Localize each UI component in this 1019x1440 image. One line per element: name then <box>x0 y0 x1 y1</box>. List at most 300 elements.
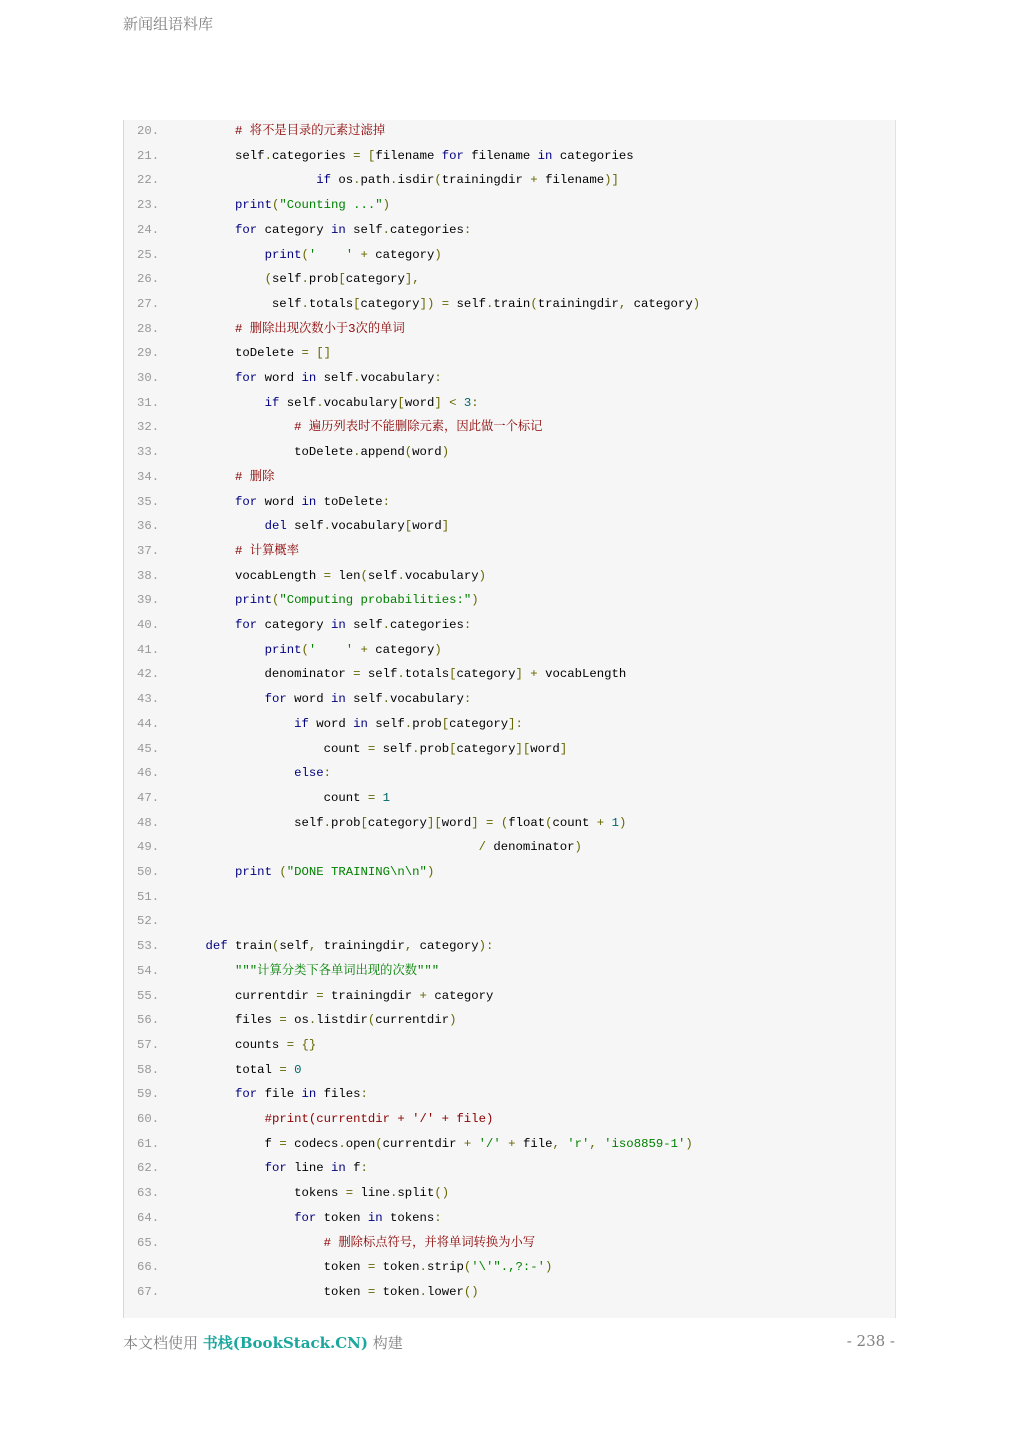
code-token: category <box>456 667 516 682</box>
code-line <box>124 911 176 931</box>
line-number: 49. <box>137 840 160 855</box>
code-token: denominator <box>485 840 575 855</box>
code-token: toDelete <box>176 445 354 460</box>
code-token: files <box>176 1013 280 1028</box>
code-token: token <box>375 1260 420 1275</box>
code-token: count <box>176 741 368 756</box>
code-token: for <box>235 371 258 385</box>
code-token: ] <box>471 815 479 830</box>
code-line <box>124 961 439 981</box>
code-token: ( <box>530 296 538 311</box>
line-number: 28. <box>137 321 160 336</box>
code-token: . <box>419 1284 427 1299</box>
code-text <box>176 467 274 487</box>
code-token: / <box>478 840 486 855</box>
line-number: 50. <box>137 865 160 879</box>
code-token: print <box>235 198 272 213</box>
code-token: category <box>449 716 509 731</box>
code-token: in <box>301 371 317 385</box>
code-token: codecs <box>286 1136 339 1151</box>
code-token: token <box>316 1210 368 1225</box>
code-text <box>176 590 479 610</box>
code-token: [ <box>397 395 405 410</box>
code-token: vocabLength <box>537 667 627 682</box>
line-number: 65. <box>137 1235 160 1250</box>
code-token: . <box>301 272 309 287</box>
code-token: trainingdir <box>316 939 405 954</box>
code-text <box>176 516 449 536</box>
line-number: 30. <box>137 371 160 385</box>
code-token <box>176 371 235 385</box>
code-token: listdir <box>316 1013 368 1028</box>
code-token: ' ' <box>308 247 354 262</box>
code-token <box>176 519 265 533</box>
code-token <box>176 420 294 434</box>
code-token: ) <box>471 593 479 608</box>
code-token: for <box>264 1161 287 1176</box>
line-number: 45. <box>137 741 160 756</box>
code-text <box>176 294 700 314</box>
code-line <box>124 986 493 1006</box>
code-token <box>176 618 235 632</box>
code-token: word <box>286 692 331 707</box>
line-number: 26. <box>137 272 160 287</box>
line-number: 46. <box>137 766 160 781</box>
code-text <box>176 615 471 635</box>
line-number: 58. <box>137 1062 160 1077</box>
code-token: ( <box>271 593 280 608</box>
code-listing <box>123 120 896 1318</box>
line-number: 31. <box>137 395 160 410</box>
code-token: self <box>279 939 309 954</box>
code-token <box>457 396 464 410</box>
code-text <box>176 640 442 660</box>
line-number: 52. <box>137 914 160 929</box>
code-line <box>124 936 493 956</box>
code-text <box>176 689 471 709</box>
code-token: ' ' <box>308 642 354 657</box>
code-line <box>124 837 582 857</box>
code-line <box>124 1060 301 1080</box>
code-token: = <box>279 1013 287 1028</box>
code-token: "Computing probabilities:" <box>279 593 472 608</box>
code-token: in <box>330 1161 346 1176</box>
code-line <box>124 245 442 265</box>
code-token <box>176 1236 324 1250</box>
code-token: word <box>257 371 302 385</box>
code-token: '/' <box>478 1136 501 1151</box>
code-token: = <box>367 790 376 805</box>
code-token: ][ <box>515 741 531 756</box>
line-number: 41. <box>137 642 160 657</box>
code-text <box>176 492 390 512</box>
code-text <box>176 146 634 166</box>
code-token: self <box>360 667 398 682</box>
code-token: open <box>345 1136 376 1151</box>
code-token: path <box>360 173 391 188</box>
code-line <box>124 294 700 314</box>
code-text <box>176 343 331 363</box>
code-text <box>176 714 523 734</box>
code-text <box>176 1010 456 1030</box>
code-token: , <box>404 939 413 954</box>
code-text <box>176 319 405 339</box>
code-text <box>176 368 442 388</box>
code-token: = <box>441 296 450 311</box>
code-token <box>176 1087 235 1101</box>
code-token: = <box>486 815 494 830</box>
code-token: ) <box>618 815 627 830</box>
line-number: 59. <box>137 1087 160 1102</box>
code-token: self <box>367 568 398 583</box>
code-token: . <box>419 1260 427 1275</box>
line-number: 61. <box>137 1136 160 1151</box>
line-number: 66. <box>137 1260 160 1275</box>
code-token <box>176 124 235 138</box>
code-token: + <box>463 1136 472 1151</box>
code-token: [ <box>441 716 450 731</box>
code-token: category <box>412 939 479 954</box>
code-line <box>124 516 449 536</box>
line-number: 60. <box>137 1112 160 1126</box>
code-token: category <box>626 296 693 311</box>
code-token <box>176 643 265 657</box>
running-header: 新闻组语料库 <box>123 15 214 33</box>
footer-prefix: 本文档使用 <box>123 1334 203 1352</box>
code-line <box>124 862 434 882</box>
code-token <box>176 322 235 336</box>
code-token: category <box>345 272 405 287</box>
code-line <box>124 417 542 437</box>
code-token: self <box>375 741 413 756</box>
code-token: line <box>286 1161 331 1176</box>
code-token: f <box>345 1161 361 1176</box>
code-text <box>176 936 493 956</box>
code-token: [] <box>316 346 331 361</box>
code-token: 'iso8859-1' <box>604 1136 686 1151</box>
code-token: word <box>257 494 302 509</box>
code-token: in <box>330 618 346 632</box>
code-text <box>176 1183 449 1203</box>
code-line <box>124 393 479 413</box>
code-line <box>124 541 299 561</box>
code-token: in <box>330 222 346 237</box>
code-token: ][ <box>426 815 442 830</box>
code-token: < <box>449 395 457 410</box>
code-token: . <box>397 568 405 583</box>
code-token: for <box>235 618 258 632</box>
line-number: 57. <box>137 1037 160 1052</box>
code-token: totals <box>404 667 450 682</box>
code-token: , <box>589 1136 597 1151</box>
code-token: files <box>316 1087 361 1102</box>
code-token: ] <box>515 667 523 682</box>
code-text <box>176 1158 368 1178</box>
code-token: = <box>286 1037 295 1052</box>
code-token: categories <box>390 222 464 237</box>
line-number: 23. <box>137 198 160 213</box>
line-number: 51. <box>137 889 160 904</box>
code-line <box>124 121 385 141</box>
code-line <box>124 1010 456 1030</box>
code-text <box>176 664 626 684</box>
code-text <box>176 1035 316 1055</box>
code-token: prob <box>330 815 361 830</box>
code-text <box>176 1134 693 1154</box>
code-token: . <box>338 1136 346 1151</box>
code-token: word <box>308 716 354 731</box>
code-token: ( <box>301 247 309 262</box>
code-token: ) <box>441 445 450 460</box>
code-token <box>176 692 265 706</box>
code-line <box>124 1208 442 1228</box>
code-token <box>176 198 235 212</box>
code-token: prob <box>419 741 450 756</box>
code-token: vocabulary <box>360 371 435 385</box>
line-number: 21. <box>137 148 160 163</box>
code-token: . <box>353 371 361 385</box>
code-token: train <box>493 296 531 311</box>
line-number: 67. <box>137 1284 160 1299</box>
code-token: ] <box>441 519 450 534</box>
code-token: ( <box>375 1136 383 1151</box>
code-token: ) <box>574 840 582 855</box>
code-text <box>176 220 471 240</box>
code-token: = <box>353 667 361 682</box>
code-token: if <box>294 716 309 731</box>
code-token: trainingdir <box>323 988 420 1003</box>
code-token: vocabLength <box>176 568 324 583</box>
code-line <box>124 788 390 808</box>
code-token: : <box>434 371 442 385</box>
code-token: # 删除出现次数小于3次的单词 <box>235 321 405 336</box>
code-token <box>361 149 368 163</box>
code-line <box>124 1257 552 1277</box>
code-token: [ <box>338 272 346 287</box>
code-token: , <box>618 296 627 311</box>
code-line <box>124 887 176 907</box>
code-line <box>124 467 274 487</box>
line-number: 35. <box>137 494 160 509</box>
code-token: . <box>382 618 391 632</box>
code-token: + <box>530 667 538 682</box>
code-token <box>176 495 235 509</box>
code-token: . <box>390 173 398 188</box>
code-token: . <box>404 716 413 731</box>
code-token: : <box>434 1210 442 1225</box>
code-token: : <box>323 766 331 781</box>
code-token <box>353 643 360 657</box>
code-text <box>176 862 434 882</box>
code-token: totals <box>308 296 354 311</box>
code-token: self <box>449 296 487 311</box>
code-line <box>124 1084 368 1104</box>
code-token: counts <box>176 1037 287 1052</box>
code-token <box>176 840 479 854</box>
code-token: prob <box>412 716 442 731</box>
line-number: 25. <box>137 247 160 262</box>
code-token: ( <box>367 1013 376 1028</box>
code-token: [ <box>367 148 376 163</box>
code-token: currentdir <box>176 988 317 1003</box>
code-token: : <box>463 692 472 707</box>
code-line <box>124 170 619 190</box>
code-token: self <box>271 272 302 287</box>
code-token: for <box>264 692 287 707</box>
code-token: isdir <box>397 173 435 188</box>
code-token: . <box>308 1013 317 1028</box>
code-token: in <box>367 1210 383 1225</box>
code-text <box>176 170 619 190</box>
code-line <box>124 615 471 635</box>
line-number: 33. <box>137 445 160 460</box>
code-token: . <box>353 173 361 188</box>
code-token: . <box>301 296 309 311</box>
code-token: . <box>382 222 391 237</box>
code-token: self <box>316 371 354 385</box>
code-token <box>493 816 500 830</box>
code-token: word <box>441 815 472 830</box>
page-number: - 238 - <box>846 1332 895 1350</box>
code-token: category <box>367 247 435 262</box>
code-token <box>353 248 360 262</box>
code-token: strip <box>426 1260 464 1275</box>
code-token: #print(currentdir + '/' + file) <box>264 1112 494 1126</box>
code-text <box>176 1233 535 1253</box>
code-token: category <box>360 296 420 311</box>
code-text <box>176 813 626 833</box>
code-token <box>176 248 265 262</box>
code-token: tokens <box>382 1210 435 1225</box>
code-token: print <box>235 593 272 608</box>
code-line <box>124 1158 368 1178</box>
code-token: [ <box>404 519 413 534</box>
code-token: token <box>375 1284 420 1299</box>
code-token: filename <box>375 148 442 163</box>
code-line <box>124 640 442 660</box>
line-number: 56. <box>137 1013 160 1028</box>
code-token: total <box>176 1062 280 1077</box>
code-token <box>434 297 441 311</box>
code-token: print <box>264 247 302 262</box>
code-token: category <box>367 642 435 657</box>
code-token <box>176 865 235 879</box>
line-number: 38. <box>137 568 160 583</box>
code-token: ( <box>404 445 413 460</box>
code-line <box>124 1109 493 1129</box>
code-text <box>176 986 493 1006</box>
code-token: self <box>345 692 383 707</box>
code-token <box>287 1063 294 1077</box>
code-token: self <box>176 148 265 163</box>
code-token: tokens <box>176 1186 346 1201</box>
code-token: ) <box>434 247 442 262</box>
code-token: ) <box>692 296 701 311</box>
code-token: , <box>552 1136 560 1151</box>
code-token: ) <box>434 642 442 657</box>
code-token: = <box>301 346 309 361</box>
code-token: ( <box>545 815 553 830</box>
code-text <box>176 1282 479 1302</box>
code-line <box>124 590 479 610</box>
code-token: ) <box>382 198 391 213</box>
code-token: self <box>176 296 302 311</box>
code-token: file <box>257 1087 302 1102</box>
code-token: if <box>316 173 331 188</box>
code-token: currentdir <box>382 1136 464 1151</box>
code-token: word <box>412 519 442 534</box>
code-token: = <box>279 1062 287 1077</box>
code-token: self <box>286 519 324 534</box>
code-token: denominator <box>176 667 354 682</box>
code-text <box>176 245 442 265</box>
code-line <box>124 146 634 166</box>
code-token <box>176 173 316 187</box>
code-text <box>176 1208 442 1228</box>
code-token: . <box>323 815 331 830</box>
code-token: ]: <box>508 716 523 731</box>
code-token <box>176 1112 265 1126</box>
code-text <box>176 442 449 462</box>
code-token: : <box>471 395 479 410</box>
code-token: + <box>360 247 368 262</box>
code-token: word <box>530 741 560 756</box>
code-token: category <box>257 222 331 237</box>
code-line <box>124 1233 535 1253</box>
code-token: , <box>308 939 317 954</box>
code-token <box>176 964 235 978</box>
code-token: . <box>323 519 331 534</box>
code-token: () <box>463 1284 479 1299</box>
code-token: vocabulary <box>331 519 405 534</box>
code-line <box>124 739 567 759</box>
code-token: for <box>235 1087 258 1102</box>
code-token: ): <box>478 939 494 954</box>
code-line <box>124 1035 316 1055</box>
code-token: vocabulary <box>404 568 479 583</box>
code-token: # 遍历列表时不能删除元素，因此做一个标记 <box>294 420 543 435</box>
code-token: append <box>360 445 405 460</box>
code-token: in <box>537 148 553 163</box>
code-token: ] <box>559 741 568 756</box>
code-line <box>124 319 405 339</box>
code-token: = <box>367 741 376 756</box>
code-token <box>176 1211 294 1225</box>
code-token: ) <box>478 568 487 583</box>
code-token: ( <box>301 642 309 657</box>
code-token: . <box>412 741 420 756</box>
code-line <box>124 813 626 833</box>
code-token: for <box>235 222 258 237</box>
code-token: = <box>367 1284 376 1299</box>
line-number: 43. <box>137 692 160 707</box>
code-token: self <box>176 815 324 830</box>
code-token: print <box>235 865 272 879</box>
code-token: . <box>486 296 494 311</box>
line-number: 22. <box>137 173 160 188</box>
code-token <box>176 939 206 953</box>
code-token: in <box>353 716 368 731</box>
code-token: categories <box>390 618 464 632</box>
code-token: ) <box>545 1260 553 1275</box>
line-number: 55. <box>137 988 160 1003</box>
code-line <box>124 1282 479 1302</box>
code-line <box>124 343 331 363</box>
code-token: = <box>316 988 324 1003</box>
bookstack-link[interactable]: 书栈(BookStack.CN) <box>202 1334 368 1352</box>
code-token: in <box>330 692 346 707</box>
code-text <box>176 961 439 981</box>
